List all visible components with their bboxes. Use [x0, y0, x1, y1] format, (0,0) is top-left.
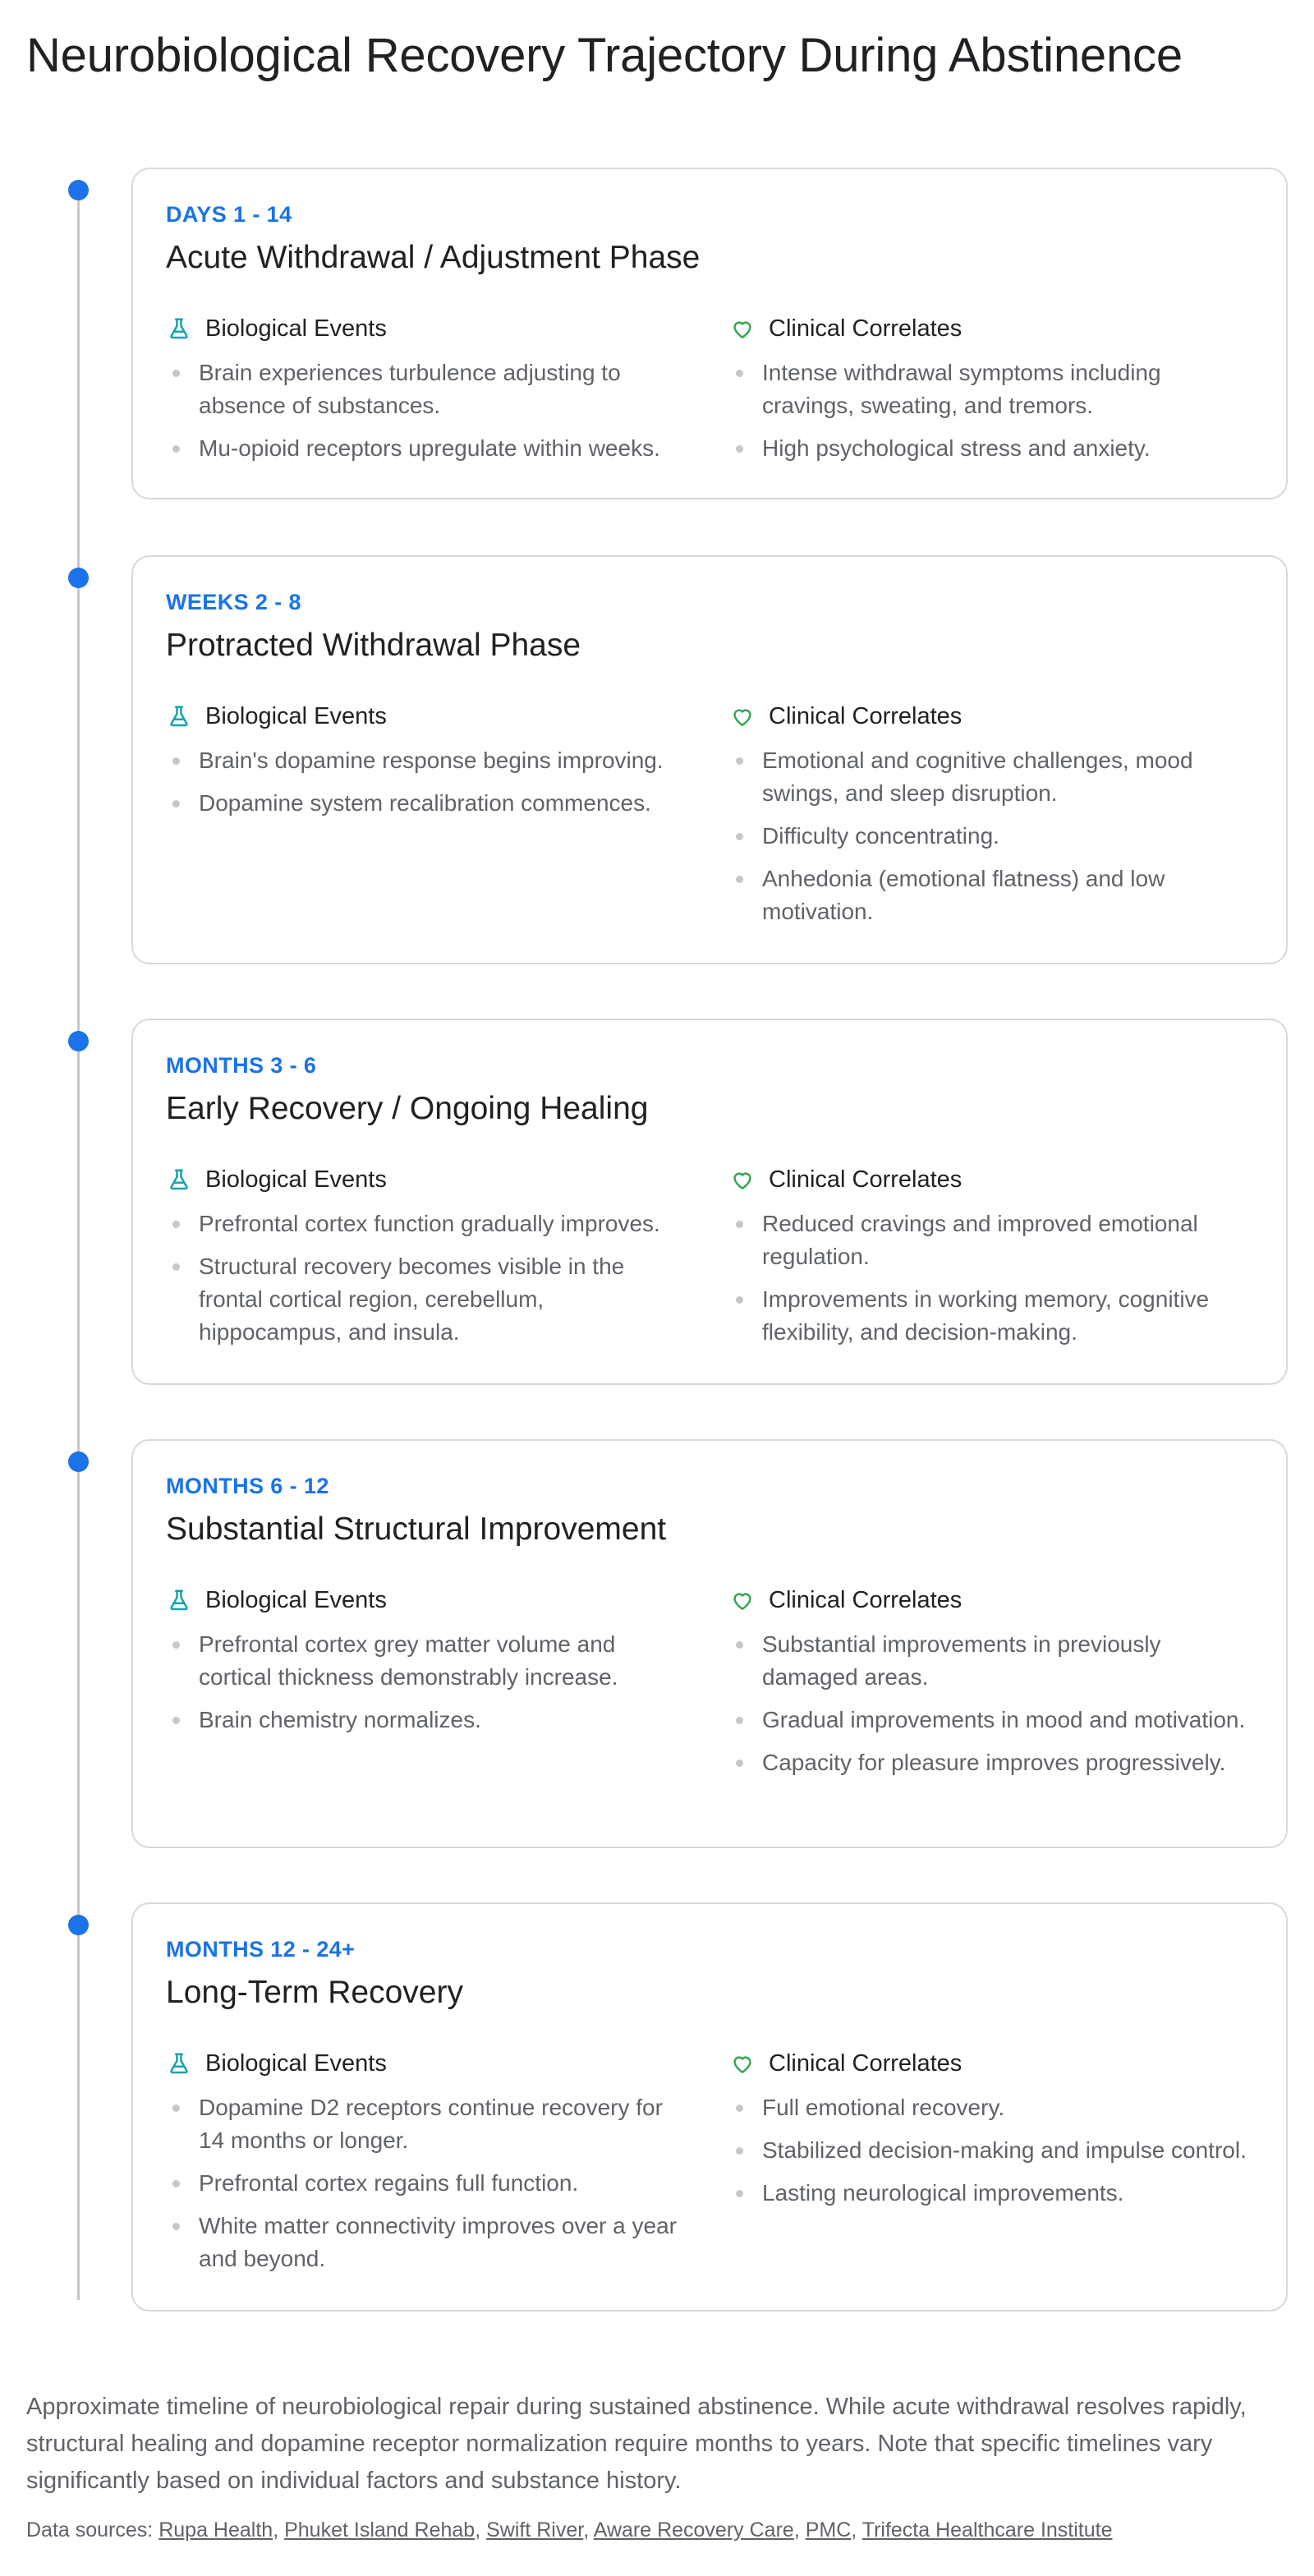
event-item: Capacity for pleasure improves progressively.: [729, 1746, 1255, 1779]
page-title: Neurobiological Recovery Trajectory During Abstinence: [26, 29, 1183, 82]
phase-card: [131, 168, 1288, 499]
clinical-correlates-list: [729, 1208, 1255, 1349]
biological-events-heading: [166, 700, 691, 733]
event-item: Stabilized decision-making and impulse control.: [729, 2134, 1255, 2167]
phase-period: MONTHS 3 - 6: [166, 1053, 317, 1078]
clinical-correlates-label: Clinical Correlates: [769, 1586, 963, 1613]
heart-icon: [729, 1166, 756, 1193]
phase-title: Long-Term Recovery: [166, 1975, 463, 2010]
biological-events-column: [166, 312, 691, 475]
event-item: Prefrontal cortex function gradually improves.: [166, 1208, 691, 1240]
source-link[interactable]: Aware Recovery Care: [593, 2518, 794, 2542]
clinical-correlates-heading: [729, 2047, 1255, 2080]
event-item: Reduced cravings and improved emotional regulation.: [729, 1208, 1255, 1273]
biological-events-label: Biological Events: [205, 702, 387, 729]
biological-events-list: [166, 1208, 691, 1349]
phase-title: Acute Withdrawal / Adjustment Phase: [166, 240, 701, 275]
phase-period: MONTHS 12 - 24+: [166, 1937, 356, 1962]
heart-icon: [729, 315, 756, 342]
source-link-list: Rupa Health, Phuket Island Rehab, Swift River, Aware Recovery Care, PMC, Trifecta Healthcare Institute: [159, 2518, 1113, 2542]
timeline-dot: [68, 1451, 89, 1472]
biological-events-heading: [166, 1584, 691, 1617]
phase-period: WEEKS 2 - 8: [166, 590, 301, 614]
biological-events-label: Biological Events: [205, 1166, 387, 1193]
biological-events-heading: [166, 1163, 691, 1196]
source-link[interactable]: Swift River: [486, 2518, 584, 2542]
biological-events-heading: [166, 2047, 691, 2080]
event-item: Prefrontal cortex grey matter volume and cortical thickness demonstrably increase.: [166, 1628, 691, 1694]
clinical-correlates-column: [729, 700, 1255, 938]
clinical-correlates-label: Clinical Correlates: [769, 1166, 963, 1193]
phase-period: MONTHS 6 - 12: [166, 1474, 329, 1498]
source-link[interactable]: Trifecta Healthcare Institute: [861, 2518, 1113, 2542]
heart-icon: [729, 703, 756, 729]
clinical-correlates-list: [729, 1628, 1255, 1779]
sources-prefix: Data sources:: [26, 2518, 154, 2542]
phase-card: [131, 1019, 1288, 1385]
clinical-correlates-heading: [729, 700, 1255, 733]
heart-icon: [729, 1587, 756, 1613]
clinical-correlates-list: [729, 2091, 1255, 2210]
clinical-correlates-list: [729, 744, 1255, 928]
footnote: Approximate timeline of neurobiological repair during sustained abstinence. While acute withdrawal resolves rapidly, structural healing and dopamine receptor normalization require months to years. Note that specific timelines vary significantly based on individual factors and substance history.: [26, 2394, 1247, 2494]
biological-events-label: Biological Events: [205, 1586, 387, 1613]
clinical-correlates-list: [729, 356, 1255, 465]
event-item: Brain experiences turbulence adjusting to absence of substances.: [166, 356, 691, 422]
clinical-correlates-heading: [729, 1163, 1255, 1196]
phase-title: Substantial Structural Improvement: [166, 1511, 667, 1547]
biological-events-heading: [166, 312, 691, 345]
event-item: Lasting neurological improvements.: [729, 2177, 1255, 2210]
event-item: Emotional and cognitive challenges, mood swings, and sleep disruption.: [729, 744, 1255, 810]
biological-events-label: Biological Events: [205, 2049, 387, 2077]
phase-period: DAYS 1 - 14: [166, 202, 292, 227]
clinical-correlates-label: Clinical Correlates: [769, 315, 963, 342]
flask-icon: [166, 2050, 192, 2077]
event-item: Prefrontal cortex regains full function.: [166, 2167, 691, 2200]
timeline-dot: [68, 1031, 89, 1051]
biological-events-label: Biological Events: [205, 315, 387, 342]
clinical-correlates-column: [729, 2047, 1255, 2220]
event-item: Gradual improvements in mood and motivation.: [729, 1704, 1255, 1736]
event-item: Full emotional recovery.: [729, 2091, 1255, 2124]
event-item: Brain's dopamine response begins improving.: [166, 744, 691, 777]
phase-title: Early Recovery / Ongoing Healing: [166, 1091, 649, 1126]
event-item: Substantial improvements in previously damaged areas.: [729, 1628, 1255, 1694]
event-item: White matter connectivity improves over a year and beyond.: [166, 2210, 691, 2275]
biological-events-list: [166, 744, 691, 820]
biological-events-list: [166, 2091, 691, 2275]
event-item: Improvements in working memory, cognitive flexibility, and decision-making.: [729, 1283, 1255, 1349]
biological-events-list: [166, 356, 691, 465]
phase-card: [131, 1902, 1288, 2312]
flask-icon: [166, 1587, 192, 1613]
event-item: Anhedonia (emotional flatness) and low motivation.: [729, 862, 1255, 928]
biological-events-list: [166, 1628, 691, 1736]
source-link[interactable]: Rupa Health: [159, 2518, 273, 2542]
biological-events-column: [166, 2047, 691, 2285]
event-item: Intense withdrawal symptoms including cravings, sweating, and tremors.: [729, 356, 1255, 422]
biological-events-column: [166, 1163, 691, 1359]
flask-icon: [166, 315, 192, 342]
clinical-correlates-label: Clinical Correlates: [769, 2049, 963, 2077]
timeline-dot: [68, 568, 89, 588]
event-item: Dopamine system recalibration commences.: [166, 787, 691, 820]
event-item: Difficulty concentrating.: [729, 820, 1255, 853]
timeline-dot: [68, 180, 89, 200]
event-item: Structural recovery becomes visible in the frontal cortical region, cerebellum, hippocampus, and insula.: [166, 1250, 691, 1349]
source-link[interactable]: Phuket Island Rehab: [284, 2518, 476, 2542]
clinical-correlates-column: [729, 1163, 1255, 1359]
flask-icon: [166, 703, 192, 729]
data-sources: [26, 2518, 1113, 2542]
timeline-dot: [68, 1915, 89, 1935]
timeline-line: [77, 191, 80, 2300]
phase-card: [131, 555, 1288, 964]
event-item: High psychological stress and anxiety.: [729, 432, 1255, 465]
event-item: Brain chemistry normalizes.: [166, 1704, 691, 1736]
clinical-correlates-column: [729, 312, 1255, 475]
event-item: Mu-opioid receptors upregulate within weeks.: [166, 432, 691, 465]
heart-icon: [729, 2050, 756, 2077]
clinical-correlates-label: Clinical Correlates: [769, 702, 963, 729]
event-item: Dopamine D2 receptors continue recovery for 14 months or longer.: [166, 2091, 691, 2157]
phase-card: [131, 1439, 1288, 1848]
source-link[interactable]: PMC: [805, 2518, 852, 2542]
biological-events-column: [166, 700, 691, 830]
clinical-correlates-heading: [729, 1584, 1255, 1617]
flask-icon: [166, 1166, 192, 1193]
phase-title: Protracted Withdrawal Phase: [166, 628, 581, 663]
biological-events-column: [166, 1584, 691, 1746]
clinical-correlates-column: [729, 1584, 1255, 1789]
clinical-correlates-heading: [729, 312, 1255, 345]
